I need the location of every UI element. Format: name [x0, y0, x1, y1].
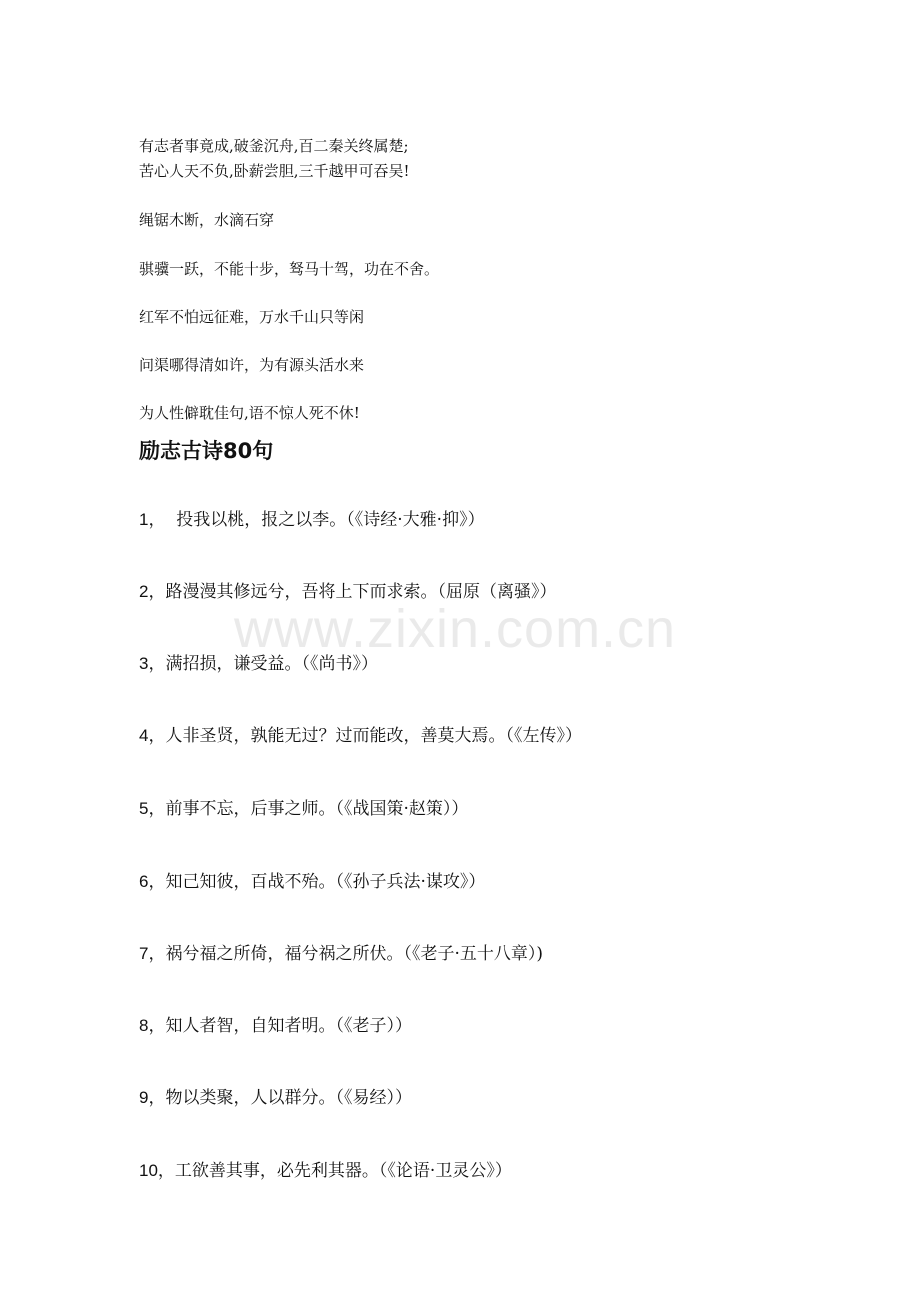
quote-item	[139, 1013, 412, 1039]
quote-item	[139, 941, 543, 967]
quote-number: 3，	[139, 654, 166, 673]
quote-number: 9，	[139, 1088, 166, 1107]
quote-text: 投我以桃，报之以李。（《诗经·大雅·抑》）	[165, 510, 485, 530]
quote-item	[139, 507, 485, 533]
quote-number: 7，	[139, 944, 166, 963]
quote-text: 路漫漫其修远兮，吾将上下而求索。（屈原（离骚》）	[165, 582, 557, 602]
quote-item	[139, 1158, 512, 1184]
intro-line: 为人性僻耽佳句,语不惊人死不休!	[139, 404, 360, 422]
quote-item	[139, 723, 582, 749]
quote-text: 物以类聚，人以群分。（《易经））	[165, 1088, 412, 1108]
quote-text: 知人者智，自知者明。（《老子））	[165, 1016, 412, 1036]
quote-text: 满招损，谦受益。（《尚书》）	[165, 654, 378, 674]
quote-item	[139, 651, 378, 677]
quote-number: 8，	[139, 1016, 166, 1035]
quote-number: 10，	[139, 1161, 175, 1180]
intro-line: 红军不怕远征难，万水千山只等闲	[139, 308, 365, 326]
quote-item	[139, 869, 485, 895]
quote-text: 工欲善其事，必先利其器。（《论语·卫灵公》）	[174, 1161, 512, 1181]
quote-number: 6，	[139, 872, 166, 891]
quote-number: 5，	[139, 799, 166, 818]
intro-line: 绳锯木断，水滴石穿	[139, 211, 275, 229]
quote-item	[139, 796, 468, 822]
quote-item	[139, 1085, 412, 1111]
quote-number: 2，	[139, 582, 166, 601]
watermark: www.zixin.com.cn	[234, 599, 677, 659]
intro-line: 骐骥一跃，不能十步，驽马十驾，功在不舍。	[139, 260, 440, 278]
quote-text: 祸兮福之所倚，福兮祸之所伏。（《老子·五十八章）)	[165, 944, 544, 964]
section-heading: 励志古诗80句	[139, 439, 274, 463]
quote-number: 4，	[139, 726, 166, 745]
quote-number: 1，	[139, 510, 166, 529]
intro-line: 有志者事竟成,破釜沉舟,百二秦关终属楚;	[139, 137, 409, 155]
intro-line: 苦心人天不负,卧薪尝胆,三千越甲可吞吴!	[139, 162, 410, 180]
quote-text: 人非圣贤，孰能无过？过而能改，善莫大焉。（《左传》）	[165, 726, 582, 746]
quote-text: 知己知彼，百战不殆。（《孙子兵法·谋攻》）	[165, 872, 486, 892]
quote-text: 前事不忘，后事之师。（《战国策·赵策））	[165, 799, 469, 819]
intro-line: 问渠哪得清如许，为有源头活水来	[139, 356, 365, 374]
quote-item	[139, 579, 556, 605]
